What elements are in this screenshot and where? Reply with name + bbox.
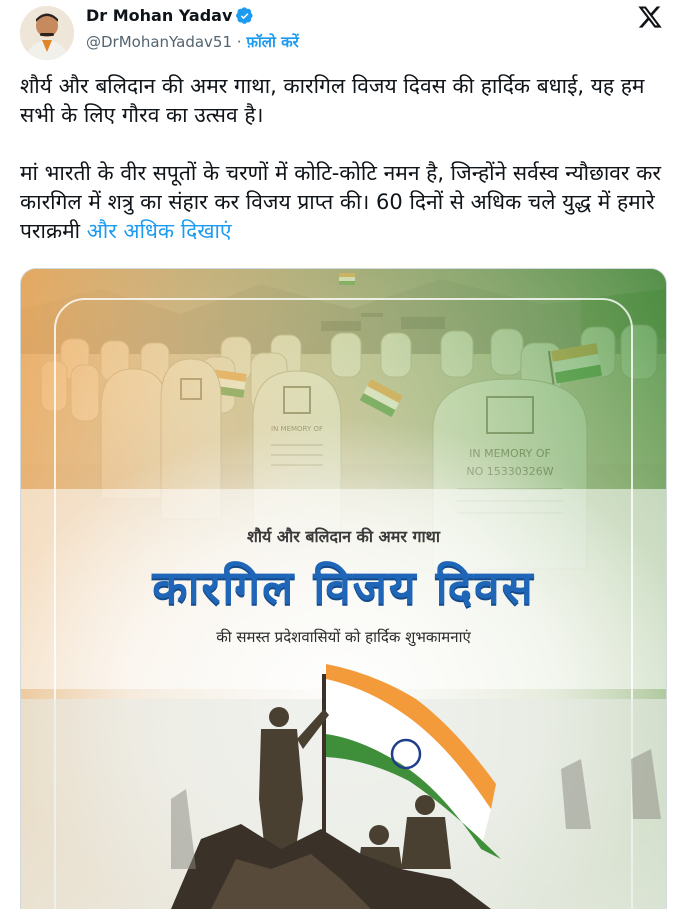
verified-badge-icon [236, 7, 254, 25]
separator: · [236, 33, 242, 51]
author-name[interactable]: Dr Mohan Yadav [86, 6, 233, 25]
poster-tagline: शौर्य और बलिदान की अमर गाथा [246, 527, 440, 546]
avatar[interactable] [20, 6, 74, 60]
tweet-text [20, 72, 665, 246]
poster-subtitle: की समस्त प्रदेशवासियों को हार्दिक शुभकामनाएं [216, 628, 471, 646]
handle-row [86, 32, 299, 52]
tweet-paragraph-1: शौर्य और बलिदान की अमर गाथा, कारगिल विजय दिवस की हार्दिक बधाई, यह हम सभी के लिए गौरव का उत्सव है। [20, 74, 645, 127]
tweet-header [0, 0, 683, 62]
follow-button[interactable]: फ़ॉलो करें [246, 33, 299, 51]
tweet-paragraph-2 [20, 159, 665, 246]
x-logo-icon[interactable] [637, 4, 663, 30]
tweet-paragraph-2-text: मां भारती के वीर सपूतों के चरणों में कोटि-कोटि नमन है, जिन्होंने सर्वस्व न्यौछावर कर कारगिल में शत्रु का संहार कर विजय प्राप्त की। 60 दिनों से अधिक चले युद्ध में हमारे पराक्रमी [20, 161, 661, 243]
poster-title: कारगिल विजय दिवस [152, 560, 535, 614]
author-handle[interactable]: @DrMohanYadav51 [86, 33, 233, 51]
tweet-media-image[interactable] [20, 268, 667, 909]
show-more-link[interactable]: और अधिक दिखाएं [86, 219, 232, 243]
